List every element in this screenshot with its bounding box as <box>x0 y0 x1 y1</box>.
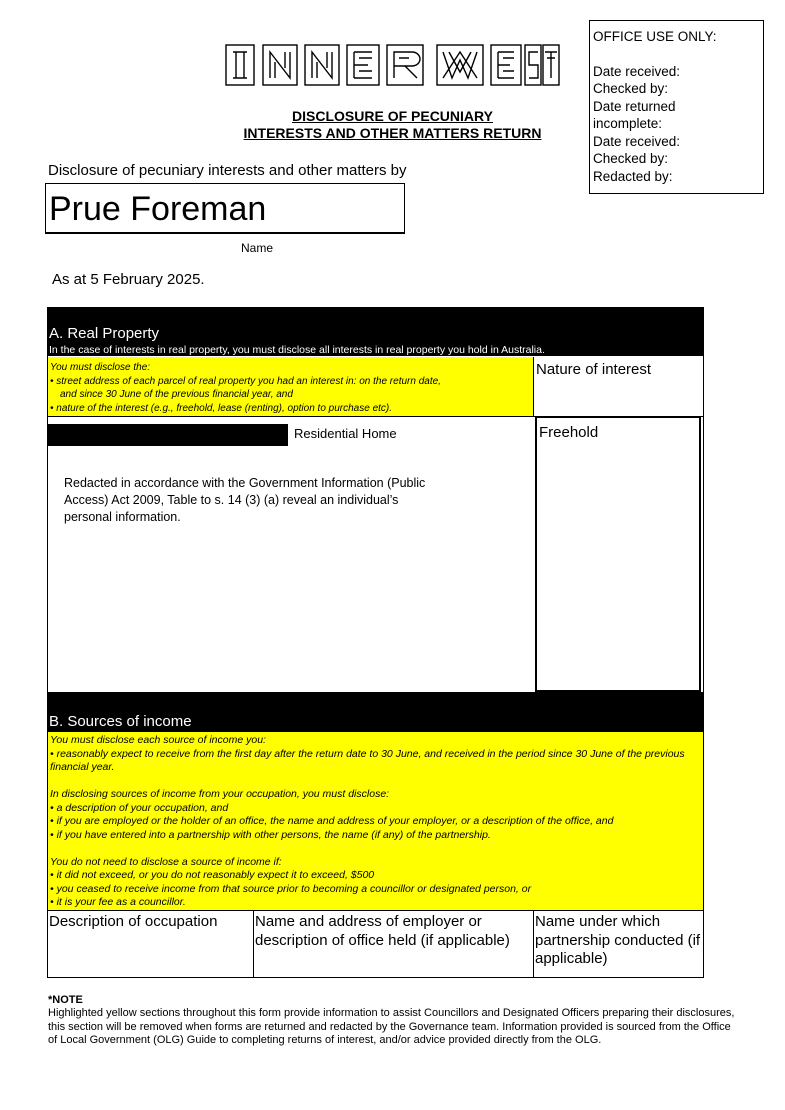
office-row: Redacted by: <box>593 168 673 184</box>
guidance-line: • you ceased to receive income from that source prior to becoming a councillor or designated person, or <box>50 882 532 895</box>
column-header-partnership: Name under which partnership conducted (if applicable) <box>535 913 701 967</box>
guidance-line: • if you have entered into a partnership with other persons, the name (if any) of the partnership. <box>50 828 491 841</box>
section-a-subtitle: In the case of interests in real property, you must disclose all interests in real property you hold in Australia. <box>49 344 545 356</box>
divider <box>253 910 254 978</box>
divider <box>47 910 704 911</box>
section-a-header <box>47 307 704 356</box>
divider <box>533 910 534 978</box>
section-a-title: A. Real Property <box>49 325 160 342</box>
guidance-line: • if you are employed or the holder of an office, the name and address of your employer, or a description of the office, and <box>50 815 614 827</box>
form-title-line2: INTERESTS AND OTHER MATTERS RETURN <box>243 125 542 141</box>
redaction-note: Redacted in accordance with the Government Information (Public Access) Act 2009, Table to s. 14 (3) (a) reveal an individual’s personal information. <box>64 476 426 524</box>
office-row: incomplete: <box>593 116 663 131</box>
guidance-line: • street address of each parcel of real property you had an interest in: on the return date, <box>50 375 441 387</box>
redaction-block <box>48 424 288 446</box>
guidance-line: In disclosing sources of income from your occupation, you must disclose: <box>50 788 390 800</box>
name-field[interactable]: Prue Foreman <box>45 183 405 234</box>
office-row: Date received: <box>593 63 681 79</box>
section-b-title: B. Sources of income <box>49 713 192 730</box>
disclosure-by-label: Disclosure of pecuniary interests and other matters by <box>48 162 407 179</box>
guidance-line: You do not need to disclose a source of income if: <box>50 855 282 868</box>
name-label: Name <box>241 241 274 255</box>
guidance-line: and since 30 June of the previous financial year, and <box>60 389 293 400</box>
nature-of-interest-value: Freehold <box>539 424 599 441</box>
note-text: Highlighted yellow sections throughout this form provide information to assist Councillors and Designated Officers preparing their disclosures, this section will be removed when forms are returned and redacted by the Governance team. Information provided is sourced from the Office of Local Government (OLG) Guide to completing returns of interest, and/or advice provided directly from the OLG. <box>48 1007 735 1046</box>
guidance-line: You must disclose the: <box>50 362 151 373</box>
divider <box>533 357 534 417</box>
office-use-heading: OFFICE USE ONLY: <box>593 29 717 44</box>
guidance-line: You must disclose each source of income you: <box>50 734 266 746</box>
column-header-employer: Name and address of employer or description of office held (if applicable) <box>255 913 510 949</box>
office-row: Checked by: <box>593 81 669 96</box>
guidance-line: • it is your fee as a councillor. <box>50 896 186 908</box>
section-b-header <box>47 692 704 732</box>
section-b-guidance <box>48 732 703 910</box>
column-header-occupation: Description of occupation <box>49 913 218 930</box>
form-title-line1: DISCLOSURE OF PECUNIARY <box>292 108 493 124</box>
guidance-line: • a description of your occupation, and <box>50 801 229 814</box>
office-row: Checked by: <box>593 151 669 166</box>
inner-west-logo <box>225 44 560 86</box>
form-title <box>200 108 585 142</box>
section-a-guidance <box>48 357 533 417</box>
nature-of-interest-field[interactable] <box>535 417 701 692</box>
nature-of-interest-label: Nature of interest <box>536 361 652 378</box>
office-row: Date received: <box>593 133 681 149</box>
property-type: Residential Home <box>294 426 397 441</box>
as-at-date: As at 5 February 2025. <box>52 271 205 288</box>
office-row: Date returned <box>593 98 676 114</box>
note-heading: *NOTE <box>48 994 83 1006</box>
guidance-line: • it did not exceed, or you do not reasonably expect it to exceed, $500 <box>50 869 375 881</box>
office-use-box <box>589 20 764 194</box>
guidance-line: • nature of the interest (e.g., freehold, lease (renting), option to purchase etc). <box>50 402 393 414</box>
guidance-line: • reasonably expect to receive from the first day after the return date to 30 June, and received in the period since 30 June of the previous financial year. <box>50 747 685 773</box>
